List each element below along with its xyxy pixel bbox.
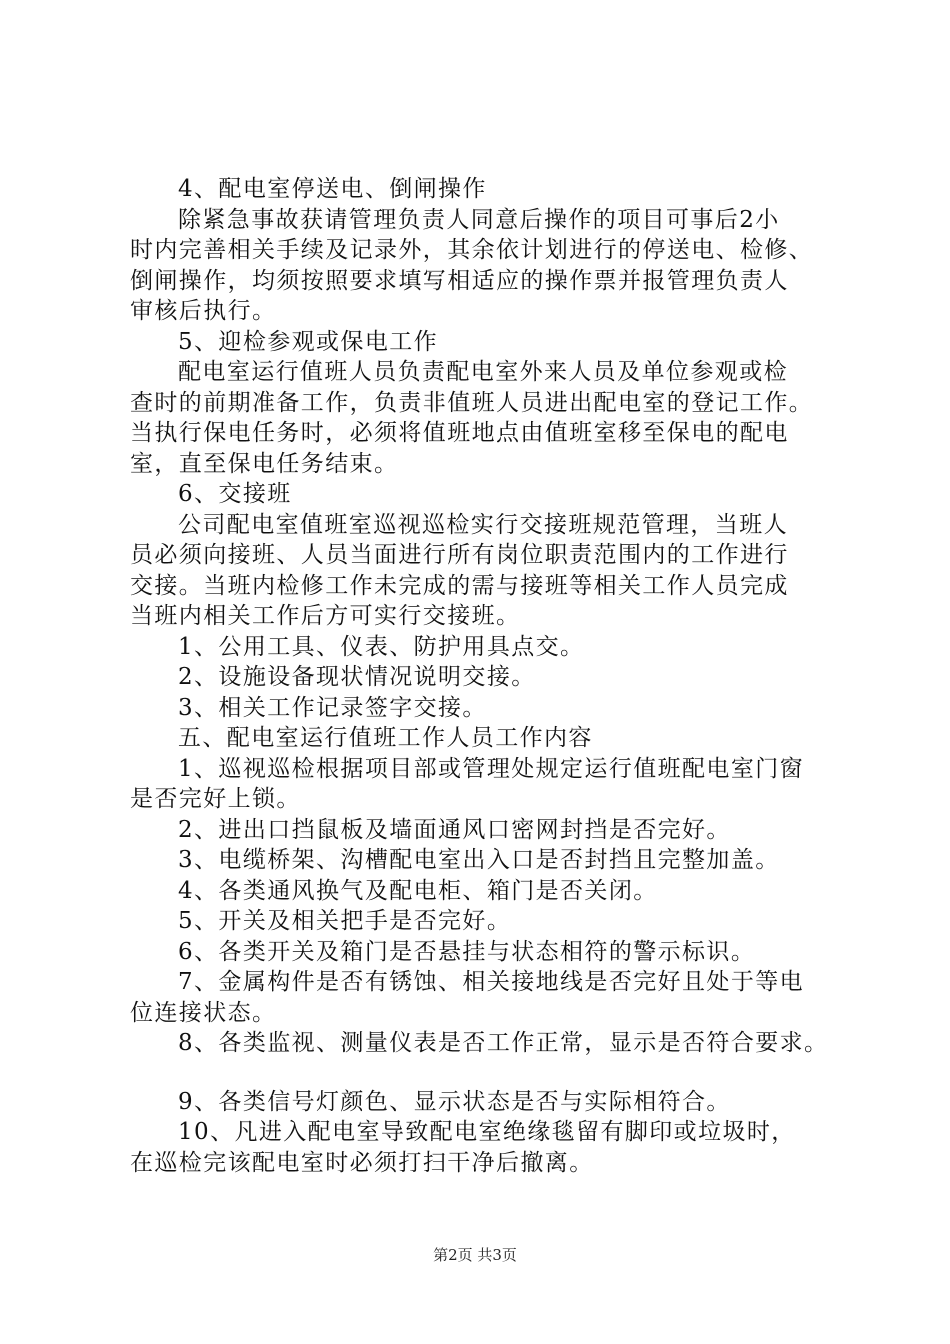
text-line: 3、相关工作记录签字交接。 [178,694,487,721]
text-line: 时内完善相关手续及记录外，其余依计划进行的停送电、检修、 [130,237,814,263]
paragraph-gap [130,1059,850,1087]
text-line: 10、凡进入配电室导致配电室绝缘毯留有脚印或垃圾时， [178,1119,796,1145]
page-footer: 第2页 共3页 [433,1246,517,1264]
text-line: 9、各类信号灯颜色、显示状态是否与实际相符合。 [178,1088,731,1115]
document-body [130,174,850,1178]
text-line: 交接。当班内检修工作未完成的需与接班等相关工作人员完成 [130,572,789,599]
text-line: 审核后执行。 [130,298,277,324]
text-line: 1、巡视巡检根据项目部或管理处规定运行值班配电室门窗 [178,755,805,782]
text-line: 配电室运行值班人员负责配电室外来人员及单位参观或检 [178,359,788,385]
text-line: 是否完好上锁。 [130,786,301,812]
text-line: 5、开关及相关把手是否完好。 [178,908,512,934]
text-line: 5、迎检参观或保电工作 [178,328,439,355]
text-line: 室，直至保电任务结束。 [130,450,399,477]
text-line: 6、各类开关及箱门是否悬挂与状态相符的警示标识。 [178,938,756,965]
text-line: 4、配电室停送电、倒闸操作 [178,176,487,202]
text-line: 员必须向接班、人员当面进行所有岗位职责范围内的工作进行 [130,542,789,568]
text-line: 6、交接班 [178,481,292,507]
text-line: 在巡检完该配电室时必须打扫干净后撤离。 [130,1149,594,1176]
text-line: 7、金属构件是否有锈蚀、相关接地线是否完好且处于等电 [178,969,805,995]
text-line: 位连接状态。 [130,999,277,1026]
text-line: 倒闸操作，均须按照要求填写相适应的操作票并报管理负责人 [130,267,789,294]
text-line: 2、设施设备现状情况说明交接。 [178,664,536,690]
text-line: 查时的前期准备工作，负责非值班人员进出配电室的登记工作。 [130,389,814,416]
text-line: 1、公用工具、仪表、防护用具点交。 [178,633,585,660]
text-line: 4、各类通风换气及配电柜、箱门是否关闭。 [178,877,658,904]
text-line: 当班内相关工作后方可实行交接班。 [130,603,521,629]
text-line: 公司配电室值班室巡视巡检实行交接班规范管理，当班人 [178,511,788,538]
text-line: 8、各类监视、测量仪表是否工作正常，显示是否符合要求。 [178,1030,829,1056]
text-line: 除紧急事故获请管理负责人同意后操作的项目可事后2小 [178,206,780,233]
text-line: 当执行保电任务时，必须将值班地点由值班室移至保电的配电 [130,420,789,446]
text-line: 3、电缆桥架、沟槽配电室出入口是否封挡且完整加盖。 [178,847,780,873]
text-line: 五、配电室运行值班工作人员工作内容 [178,725,593,751]
text-line: 2、进出口挡鼠板及墙面通风口密网封挡是否完好。 [178,816,731,843]
